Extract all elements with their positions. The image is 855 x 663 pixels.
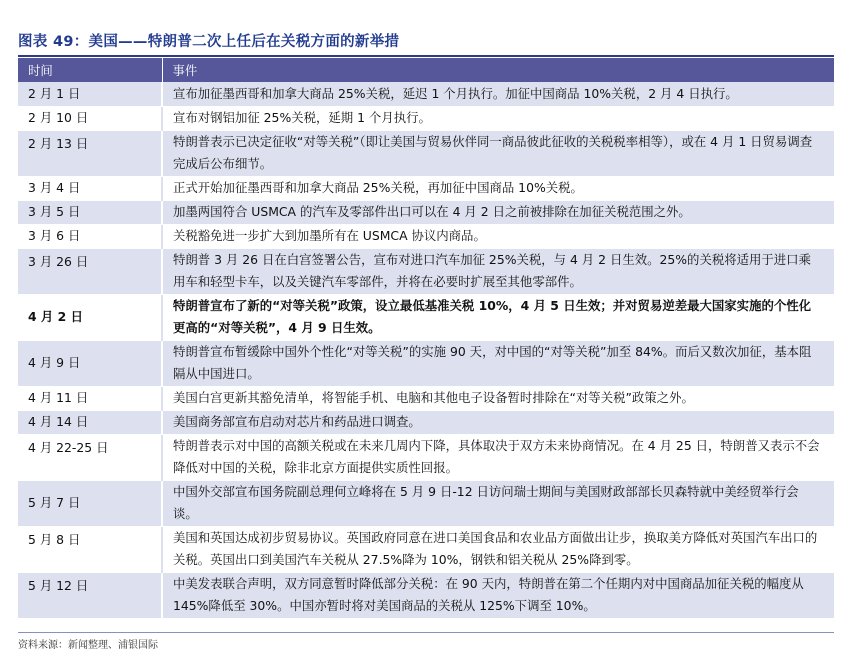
footer-divider [18,632,834,633]
source-note: 资料来源：新闻整理、浦银国际 [18,640,158,651]
row-time: 2 月 10 日 [18,106,162,130]
row-event: 特朗普宣布暂缓除中国外个性化“对等关税”的实施 90 天，对中国的“对等关税”加至 84%。而后又数次加征，基本阻隔从中国进口。 [162,340,834,386]
row-time: 4 月 11 日 [18,386,162,410]
table-row [18,340,834,386]
row-time: 5 月 7 日 [18,480,162,526]
row-event: 美国白宫更新其豁免清单，将智能手机、电脑和其他电子设备暂时排除在“对等关税”政策之外。 [162,386,834,410]
table-row [18,176,834,200]
row-event: 特朗普 3 月 26 日在白宫签署公告，宣布对进口汽车加征 25%关税，与 4 月 2 日生效。25%的关税将适用于进口乘用车和轻型卡车，以及关键汽车零部件，并将在必要时扩展至其他零部件。 [162,248,834,294]
row-time: 4 月 22-25 日 [18,434,162,480]
row-time: 4 月 9 日 [18,340,162,386]
row-event: 宣布对钢铝加征 25%关税，延期 1 个月执行。 [162,106,834,130]
table-row [18,294,834,340]
row-time: 3 月 5 日 [18,200,162,224]
table-header-row [18,58,834,82]
table-row [18,410,834,434]
table-row [18,572,834,618]
header-event: 事件 [162,58,834,82]
table-row [18,386,834,410]
row-event: 宣布加征墨西哥和加拿大商品 25%关税，延迟 1 个月执行。加征中国商品 10%关税，2 月 4 日执行。 [162,82,834,106]
figure-title: 图表 49：美国——特朗普二次上任后在关税方面的新举措 [18,34,400,50]
row-event: 关税豁免进一步扩大到加墨所有在 USMCA 协议内商品。 [162,224,834,248]
table-row [18,434,834,480]
table-row [18,106,834,130]
row-event: 正式开始加征墨西哥和加拿大商品 25%关税，再加征中国商品 10%关税。 [162,176,834,200]
row-event: 中美发表联合声明，双方同意暂时降低部分关税：在 90 天内，特朗普在第二个任期内对中国商品加征关税的幅度从 145%降低至 30%。中国亦暂时将对美国商品的关税从 125%下调至 10%。 [162,572,834,618]
row-time: 4 月 2 日 [18,294,162,340]
table-row [18,248,834,294]
table-row [18,224,834,248]
row-time: 3 月 4 日 [18,176,162,200]
row-time: 3 月 26 日 [18,248,162,294]
row-event: 特朗普宣布了新的“对等关税”政策，设立最低基准关税 10%，4 月 5 日生效；并对贸易逆差最大国家实施的个性化更高的“对等关税”，4 月 9 日生效。 [162,294,834,340]
tariff-events-table [18,58,834,619]
table-row [18,200,834,224]
table-row [18,82,834,106]
row-event: 中国外交部宣布国务院副总理何立峰将在 5 月 9 日-12 日访问瑞士期间与美国财政部部长贝森特就中美经贸举行会谈。 [162,480,834,526]
row-event: 加墨两国符合 USMCA 的汽车及零部件出口可以在 4 月 2 日之前被排除在加征关税范围之外。 [162,200,834,224]
header-time: 时间 [18,58,162,82]
row-time: 3 月 6 日 [18,224,162,248]
table-row [18,480,834,526]
row-event: 美国商务部宣布启动对芯片和药品进口调查。 [162,410,834,434]
row-event: 特朗普表示已决定征收“对等关税”（即让美国与贸易伙伴同一商品彼此征收的关税税率相等），或在 4 月 1 日贸易调查完成后公布细节。 [162,130,834,176]
row-time: 4 月 14 日 [18,410,162,434]
table-row [18,130,834,176]
table-row [18,526,834,572]
title-divider [18,55,834,57]
row-time: 5 月 12 日 [18,572,162,618]
row-time: 2 月 1 日 [18,82,162,106]
row-time: 5 月 8 日 [18,526,162,572]
row-event: 特朗普表示对中国的高额关税或在未来几周内下降，具体取决于双方未来协商情况。在 4 月 25 日，特朗普又表示不会降低对中国的关税，除非北京方面提供实质性回报。 [162,434,834,480]
row-time: 2 月 13 日 [18,130,162,176]
row-event: 美国和英国达成初步贸易协议。英国政府同意在进口美国食品和农业品方面做出让步，换取美方降低对英国汽车出口的关税。英国出口到美国汽车关税从 27.5%降为 10%，钢铁和铝关税从 25%降到零。 [162,526,834,572]
